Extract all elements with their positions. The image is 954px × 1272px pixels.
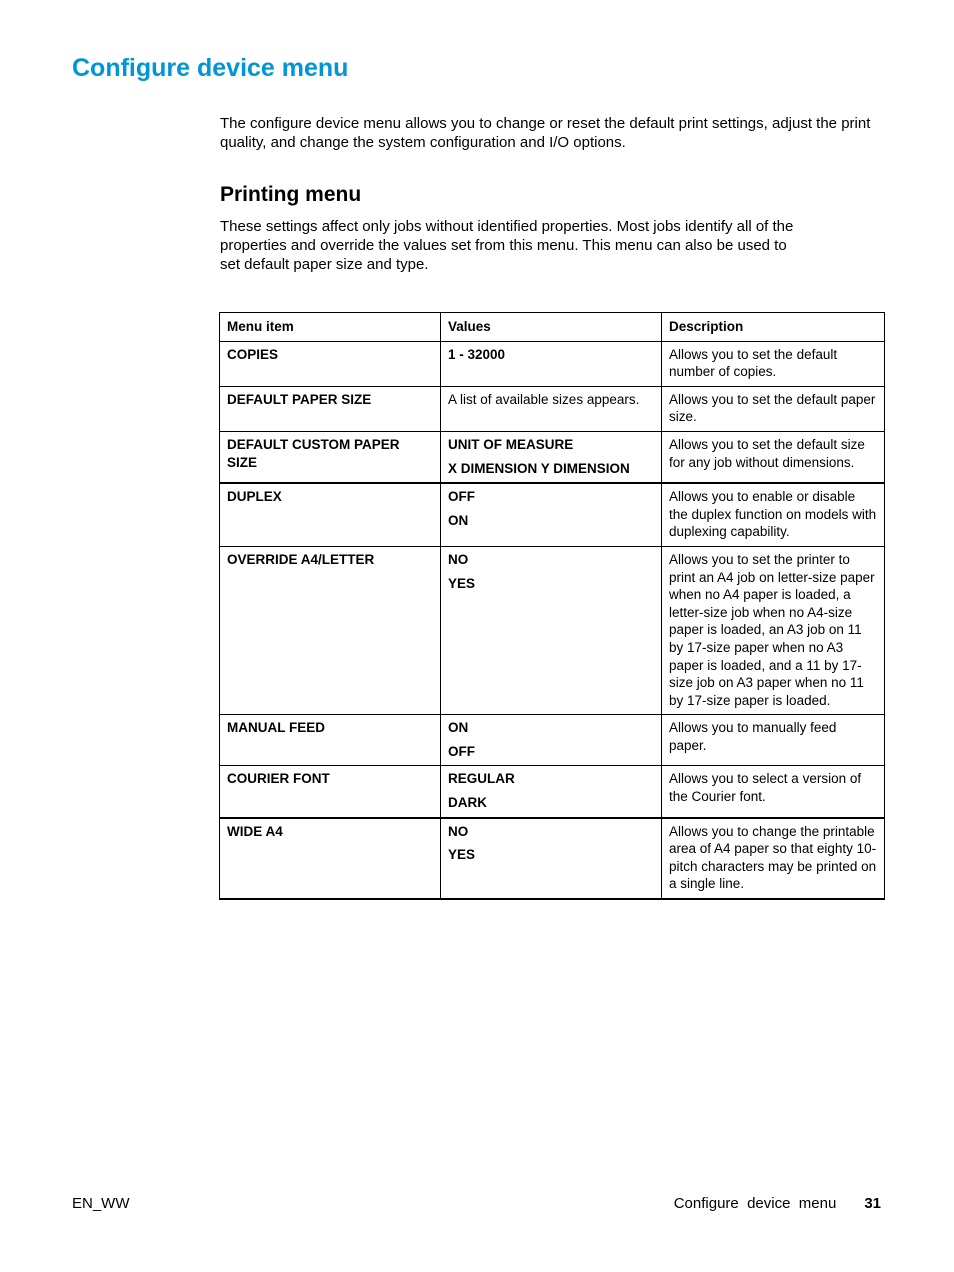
section-title: Printing menu	[220, 183, 362, 206]
menu-item-cell: COPIES	[220, 341, 441, 386]
value: ON	[448, 720, 469, 736]
value: DARK	[448, 795, 487, 811]
section-line: set default paper size and type.	[220, 256, 429, 273]
value: 1 - 32000	[448, 346, 506, 362]
value: YES	[448, 847, 476, 863]
header-description: Description	[662, 313, 885, 342]
menu-item-cell: DEFAULT PAPER SIZE	[220, 386, 441, 431]
description-cell: Allows you to set the default paper size.	[662, 386, 885, 431]
table-header-row	[220, 313, 885, 342]
header-menu-item: Menu item	[220, 313, 441, 342]
printing-menu-table	[219, 312, 885, 900]
menu-item-cell: DUPLEX	[220, 483, 441, 546]
value: X DIMENSION Y DIMENSION	[448, 460, 630, 476]
table-row	[220, 341, 885, 386]
value: NO	[448, 551, 469, 567]
menu-item-cell: WIDE A4	[220, 818, 441, 899]
menu-item-cell: DEFAULT CUSTOM PAPER SIZE	[220, 431, 441, 483]
values-cell	[441, 818, 662, 899]
footer-right	[674, 1194, 881, 1214]
footer-section-name: Configure device menu	[673, 1195, 837, 1212]
values-cell	[441, 386, 662, 431]
page-number: 31	[864, 1195, 881, 1212]
table-row	[220, 766, 885, 818]
values-cell	[441, 766, 662, 818]
description-cell: Allows you to set the default number of copies.	[662, 341, 885, 386]
value: YES	[448, 575, 476, 591]
menu-item-cell: COURIER FONT	[220, 766, 441, 818]
value: OFF	[448, 489, 475, 505]
table-row	[220, 483, 885, 546]
section-line: These settings affect only jobs without identified properties. Most jobs identify all of the	[220, 218, 794, 235]
description-cell: Allows you to select a version of the Courier font.	[662, 766, 885, 818]
intro-paragraph: The configure device menu allows you to change or reset the default print settings, adjust the print quality, and change the system configuration and I/O options.	[220, 115, 871, 151]
values-cell	[441, 483, 662, 546]
value: ON	[448, 512, 469, 528]
table-row	[220, 386, 885, 431]
values-cell	[441, 546, 662, 714]
value: NO	[448, 823, 469, 839]
table-row	[220, 431, 885, 483]
description-cell: Allows you to change the printable area of A4 paper so that eighty 10-pitch characters may be printed on a single line.	[662, 818, 885, 899]
description-cell: Allows you to set the printer to print an A4 job on letter-size paper when no A4 paper is loaded, a letter-size job when no A4-size paper is loaded, an A3 job on 11 by 17-size paper when no A3 paper is loaded, and a 11 by 17-size job on A3 paper when no 11 by 17-size paper is loaded.	[662, 546, 885, 714]
values-cell	[441, 431, 662, 483]
page-title: Configure device menu	[72, 54, 349, 82]
menu-item-cell: MANUAL FEED	[220, 715, 441, 766]
menu-item-cell: OVERRIDE A4/LETTER	[220, 546, 441, 714]
value: A list of available sizes appears.	[448, 391, 640, 407]
table-row	[220, 715, 885, 766]
value: REGULAR	[448, 771, 515, 787]
table-row	[220, 818, 885, 899]
value: UNIT OF MEASURE	[448, 436, 574, 452]
description-cell: Allows you to set the default size for any job without dimensions.	[662, 431, 885, 483]
values-cell	[441, 715, 662, 766]
footer-locale: EN_WW	[72, 1195, 130, 1212]
section-paragraph	[220, 217, 860, 274]
description-cell: Allows you to enable or disable the duplex function on models with duplexing capability.	[662, 483, 885, 546]
value: OFF	[448, 743, 475, 759]
header-values: Values	[441, 313, 662, 342]
values-cell	[441, 341, 662, 386]
description-cell: Allows you to manually feed paper.	[662, 715, 885, 766]
section-line: properties and override the values set from this menu. This menu can also be used to	[220, 237, 787, 254]
table-row	[220, 546, 885, 714]
